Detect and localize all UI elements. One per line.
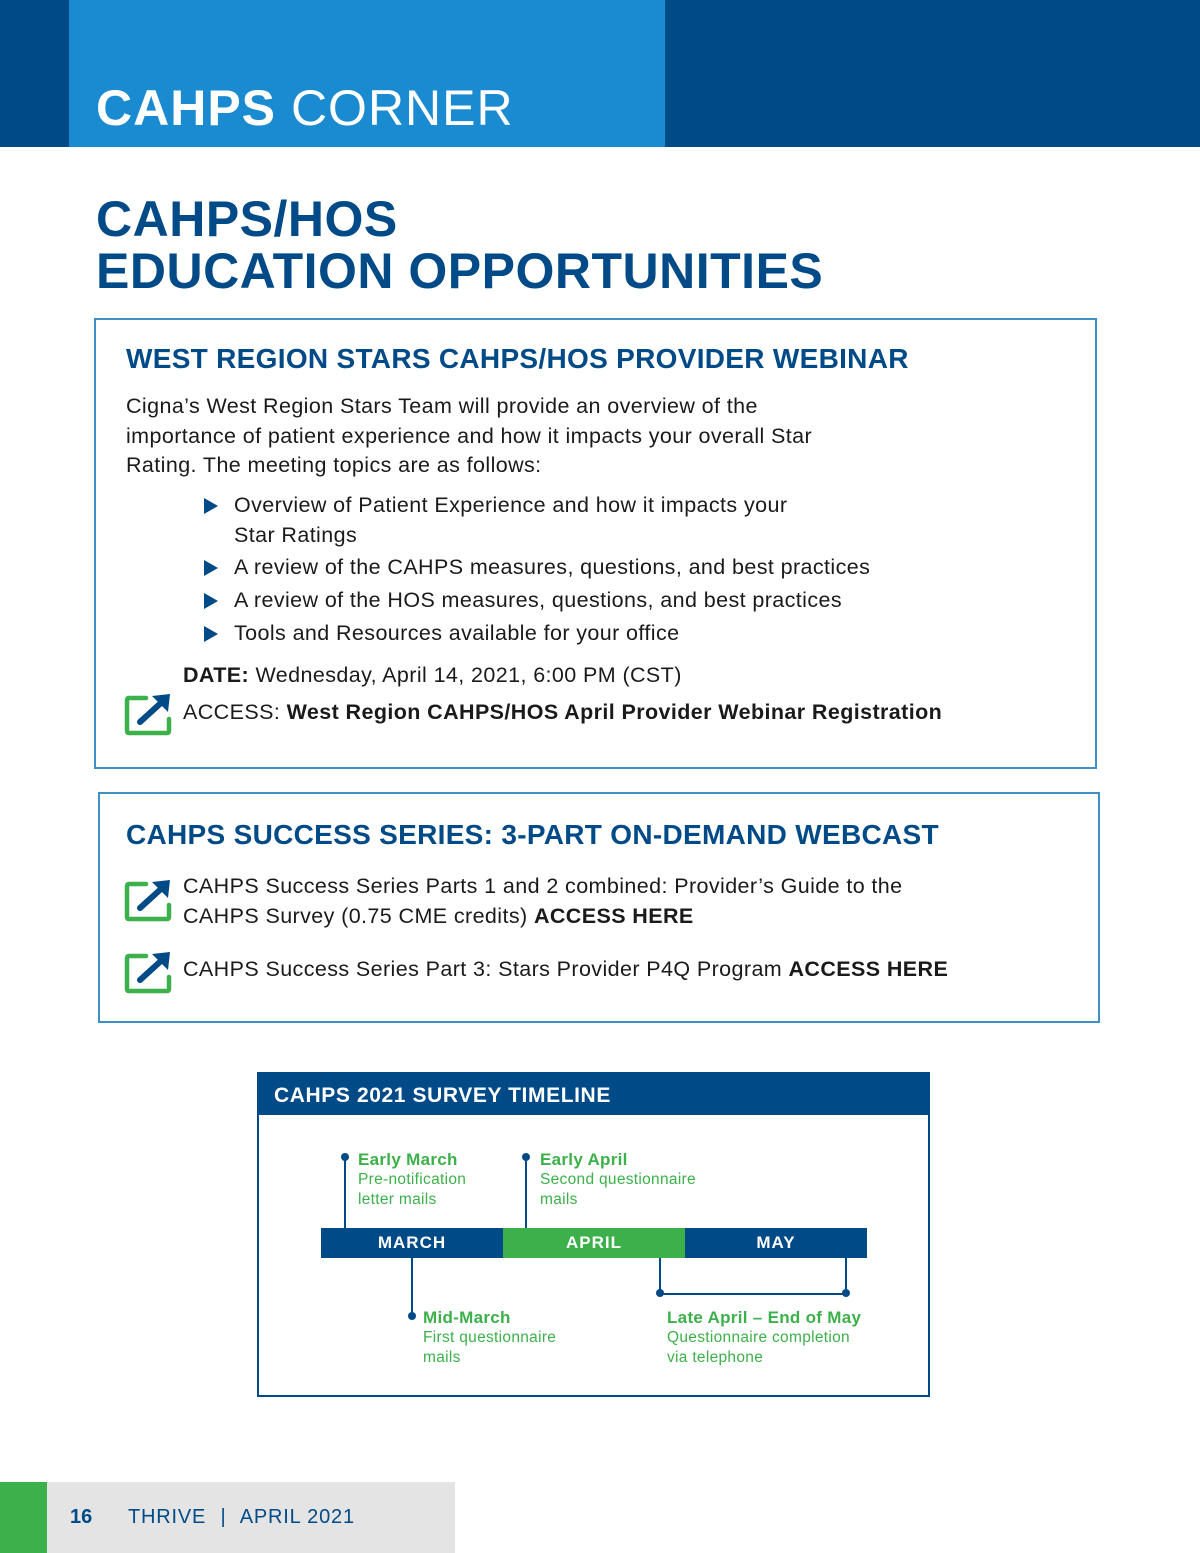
event-desc: Second questionnaire [540,1171,696,1188]
timeline-connector [845,1258,847,1293]
date-value: Wednesday, April 14, 2021, 6:00 PM (CST) [255,663,682,687]
external-link-icon[interactable] [124,692,174,736]
month-april: APRIL [503,1228,685,1258]
footer-publication [128,1506,355,1529]
section-title-bold: CAHPS [96,80,277,136]
triangle-bullet-icon [204,626,218,642]
topic-text: Tools and Resources available for your office [234,621,680,645]
webcast-item [183,955,948,985]
triangle-bullet-icon [204,498,218,514]
timeline-connector [525,1157,527,1228]
access-label: ACCESS: [183,700,281,724]
timeline-connector [659,1258,661,1293]
page-title-line2: EDUCATION OPPORTUNITIES [96,243,824,299]
timeline-range-bracket [659,1293,846,1295]
intro-line: importance of patient experience and how it impacts your overall Star [126,423,813,448]
event-title: Late April – End of May [667,1308,862,1327]
page-number: 16 [70,1506,93,1528]
event-title: Early April [540,1150,628,1169]
webcast-item-text: CAHPS Success Series Parts 1 and 2 combined: Provider’s Guide to the [183,874,903,898]
publication-name: THRIVE [128,1506,207,1528]
timeline-marker [656,1289,664,1297]
event-title: Mid-March [423,1308,511,1327]
webinar-access [183,698,942,728]
triangle-bullet-icon [204,560,218,576]
timeline-event [667,1308,861,1368]
page-title [96,193,823,297]
event-desc: via telephone [667,1349,764,1366]
access-here-link[interactable]: ACCESS HERE [788,957,949,981]
webcast-item [183,872,903,931]
access-here-link[interactable]: ACCESS HERE [533,903,694,928]
timeline-connector [344,1157,346,1228]
timeline-header [259,1074,928,1115]
timeline-event [540,1150,696,1210]
event-desc: letter mails [358,1191,437,1208]
topic-text: A review of the CAHPS measures, questions, and best practices [234,555,871,579]
month-march: MARCH [321,1228,503,1258]
webcast-item-text: CAHPS Survey (0.75 CME credits) [183,903,528,928]
webinar-registration-link[interactable]: West Region CAHPS/HOS April Provider Webinar Registration [286,700,943,724]
timeline-connector [411,1258,413,1314]
external-link-icon[interactable] [124,950,174,994]
webinar-box [94,318,1097,769]
external-link-icon[interactable] [124,878,174,922]
section-title-rest: CORNER [290,80,514,136]
timeline-marker [842,1289,850,1297]
date-label: DATE: [183,663,250,687]
timeline-marker [408,1312,416,1320]
event-desc: Questionnaire completion [667,1329,850,1346]
event-desc: First questionnaire [423,1329,557,1346]
page-title-line1: CAHPS/HOS [96,191,398,247]
publication-issue: APRIL 2021 [239,1506,355,1528]
webcast-item-text: CAHPS Success Series Part 3: Stars Provider P4Q Program [183,957,783,981]
webinar-date [183,661,682,691]
intro-line: Rating. The meeting topics are as follows: [126,453,542,477]
webcast-box [98,792,1100,1023]
footer-separator: | [220,1506,227,1528]
triangle-bullet-icon [204,593,218,609]
event-desc: mails [540,1191,578,1208]
event-desc: Pre-notification [358,1171,467,1188]
intro-line: Cigna’s West Region Stars Team will provide an overview of the [126,394,758,418]
topic-text: Star Ratings [234,522,358,547]
webinar-intro [126,392,812,481]
timeline-title: CAHPS 2021 SURVEY TIMELINE [274,1084,611,1107]
webcast-heading: CAHPS SUCCESS SERIES: 3-PART ON-DEMAND WEBCAST [126,819,939,850]
survey-timeline [257,1072,930,1397]
event-desc: mails [423,1349,461,1366]
month-may: MAY [685,1228,867,1258]
section-title [96,78,514,138]
timeline-event [423,1308,556,1368]
topic-text: A review of the HOS measures, questions, and best practices [234,588,842,612]
event-title: Early March [358,1150,458,1169]
footer-accent [0,1482,47,1553]
timeline-event [358,1150,466,1210]
webinar-heading: WEST REGION STARS CAHPS/HOS PROVIDER WEBINAR [126,343,909,374]
topic-text: Overview of Patient Experience and how it impacts your [234,493,788,517]
